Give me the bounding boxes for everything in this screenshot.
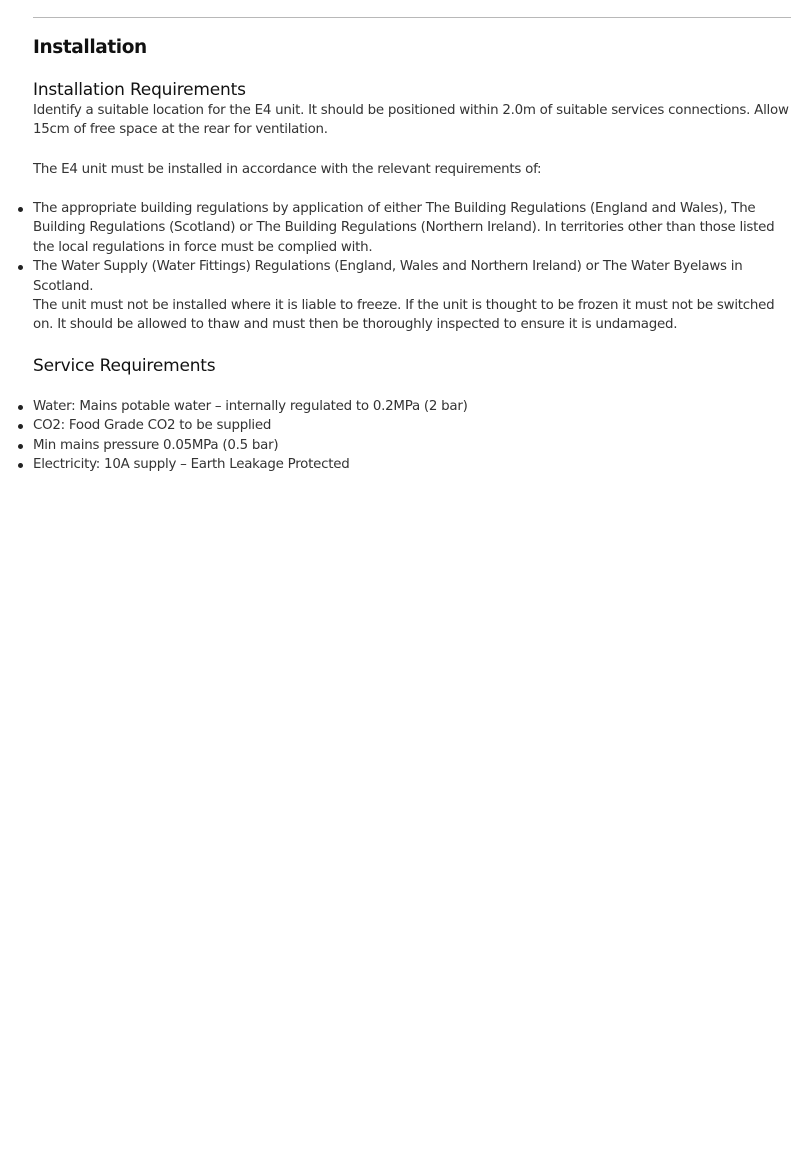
list-item-text: The appropriate building regulations by application of either The Building Regulations (England and Wales), The Building Regulations (Scotland) or The Building Regulations (Northern Ireland). In territories other than those listed the local regulations in force must be complied with. xyxy=(33,201,775,255)
bullet-icon xyxy=(18,463,23,468)
installation-requirements-heading: Installation Requirements xyxy=(33,80,246,100)
freeze-warning-paragraph: The unit must not be installed where it is liable to freeze. If the unit is thought to be frozen it must not be switched on. It should be allowed to thaw and must then be thoroughly inspected to ensure it is undamaged. xyxy=(33,298,775,333)
list-item-text: Electricity: 10A supply – Earth Leakage Protected xyxy=(33,457,350,473)
list-item xyxy=(33,455,793,474)
installation-intro-paragraph: Identify a suitable location for the E4 unit. It should be positioned within 2.0m of suitable services connections. Allow 15cm of free space at the rear for ventilation. xyxy=(33,103,789,138)
service-requirements-heading: Service Requirements xyxy=(33,356,216,376)
page-title: Installation xyxy=(33,37,147,58)
bullet-icon xyxy=(18,424,23,429)
installation-lead-in-paragraph: The E4 unit must be installed in accordance with the relevant requirements of: xyxy=(33,162,542,177)
list-item-text: CO2: Food Grade CO2 to be supplied xyxy=(33,418,272,434)
bullet-icon xyxy=(18,444,23,449)
top-divider xyxy=(33,17,791,18)
list-item xyxy=(33,436,793,455)
bullet-icon xyxy=(18,207,23,212)
list-item-text: Water: Mains potable water – internally regulated to 0.2MPa (2 bar) xyxy=(33,399,468,414)
bullet-icon xyxy=(18,265,23,270)
list-item xyxy=(33,199,793,257)
installation-requirements-list xyxy=(33,199,793,296)
list-item xyxy=(33,416,793,435)
list-item-text: Min mains pressure 0.05MPa (0.5 bar) xyxy=(33,437,279,453)
list-item xyxy=(33,397,793,416)
list-item-text: The Water Supply (Water Fittings) Regulations (England, Wales and Northern Ireland) or The Water Byelaws in Scotland. xyxy=(33,259,743,294)
bullet-icon xyxy=(18,405,23,410)
list-item xyxy=(33,257,793,296)
service-requirements-list xyxy=(33,397,793,475)
